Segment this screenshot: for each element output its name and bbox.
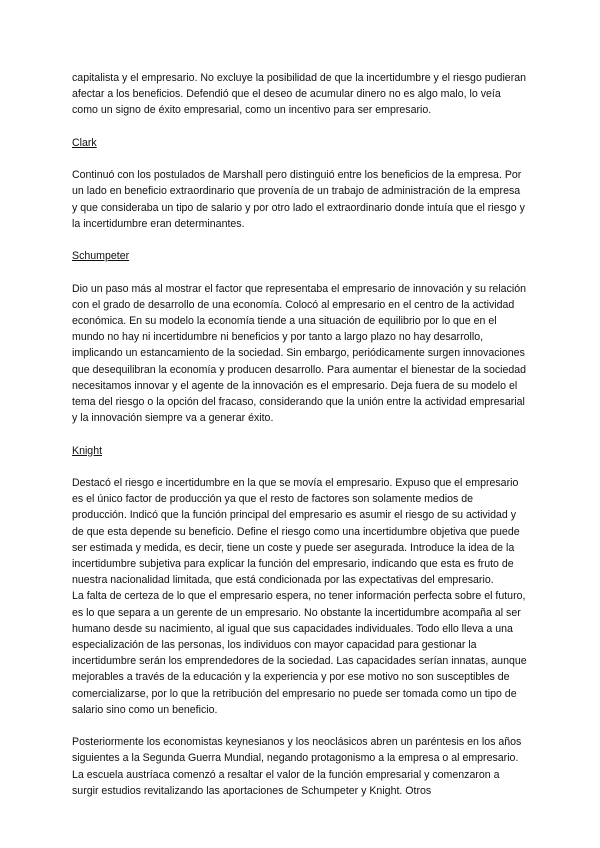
paragraph-gap <box>72 232 528 248</box>
closing-paragraph: Posteriormente los economistas keynesianos y los neoclásicos abren un paréntesis en los años siguientes a la Segunda Guerra Mundial, negando protagonismo a la empresa o al empresario. La escuela austríaca comenzó a resaltar el valor de la función empresarial y comenzaron a surgir estudios revitalizando las aportaciones de Schumpeter y Knight. Otros <box>72 736 522 797</box>
knight-paragraph-2: La falta de certeza de lo que el empresario espera, no tener información perfecta sobre el futuro, es lo que separa a un gerente de un empresario. No obstante la incertidumbre acompaña al ser humano desde su nacimiento, al igual que sus capacidades individuales. Todo ello lleva a una especialización de las personas, los individuos con mayor capacidad para gestionar la incertidumbre serán los emprendedores de la sociedad. Las capacidades serían innatas, aunque mejorables a través de la educación y la experiencia y por ese motivo no son susceptibles de comercializarse, por lo que la retribución del empresario no puede ser tomada como un tipo de salario sino como un beneficio. <box>72 590 527 716</box>
intro-paragraph: capitalista y el empresario. No excluye la posibilidad de que la incertidumbre y el riesgo pudieran afectar a los beneficios. Defendió que el deseo de acumular dinero no es algo malo, lo veía como un signo de éxito empresarial, como un incentivo para ser empresario. <box>72 72 527 117</box>
paragraph-gap <box>72 151 528 167</box>
paragraph-gap <box>72 119 528 135</box>
section-heading-clark: Clark <box>72 136 97 149</box>
schumpeter-paragraph: Dio un paso más al mostrar el factor que representaba el empresario de innovación y su relación con el grado de desarrollo de una economía. Colocó al empresario en el centro de la actividad económica. En su modelo la economía tiende a una situación de equilibrio por lo que en el mundo no hay ni incertidumbre ni beneficios y por tanto a largo plazo no hay desarrollo, implicando un estancamiento de la sociedad. Sin embargo, periódicamente surgen innovaciones que desequilibran la economía y producen desarrollo. Para aumentar el bienestar de la sociedad necesitamos innovar y el agente de la innovación es el empresario. Deja fuera de su modelo el tema del riesgo o la opción del fracaso, considerando que la unión entre la actividad empresarial y la innovación siempre va a generar éxito. <box>72 282 527 425</box>
clark-paragraph: Continuó con los postulados de Marshall pero distinguió entre los beneficios de la empresa. Por un lado en beneficio extraordinario que provenía de un trabajo de administración de la empresa y que consideraba un tipo de salario y por otro lado el extraordinario donde intuía que el riesgo y la incertidumbre eran determinantes. <box>72 169 525 230</box>
paragraph-gap <box>72 459 528 475</box>
section-heading-knight: Knight <box>72 444 103 457</box>
paragraph-gap <box>72 718 528 734</box>
section-heading-schumpeter: Schumpeter <box>72 250 130 263</box>
knight-paragraph-1: Destacó el riesgo e incertidumbre en la que se movía el empresario. Expuso que el empresario es el único factor de producción ya que el resto de factores son solamente medios de producción. Indicó que la función principal del empresario es asumir el riesgo de su actividad y de que esta depende su beneficio. Define el riesgo como una incertidumbre objetiva que puede ser estimada y medida, es decir, tiene un coste y puede ser asegurada. Introduce la idea de la incertidumbre subjetiva para explicar la función del empresario, indicando que esta es fruto de nuestra nacionalidad limitada, que está condicionada por las expectativas del empresario. <box>72 476 520 587</box>
paragraph-gap <box>72 264 528 280</box>
paragraph-gap <box>72 426 528 442</box>
document-body <box>72 70 528 799</box>
